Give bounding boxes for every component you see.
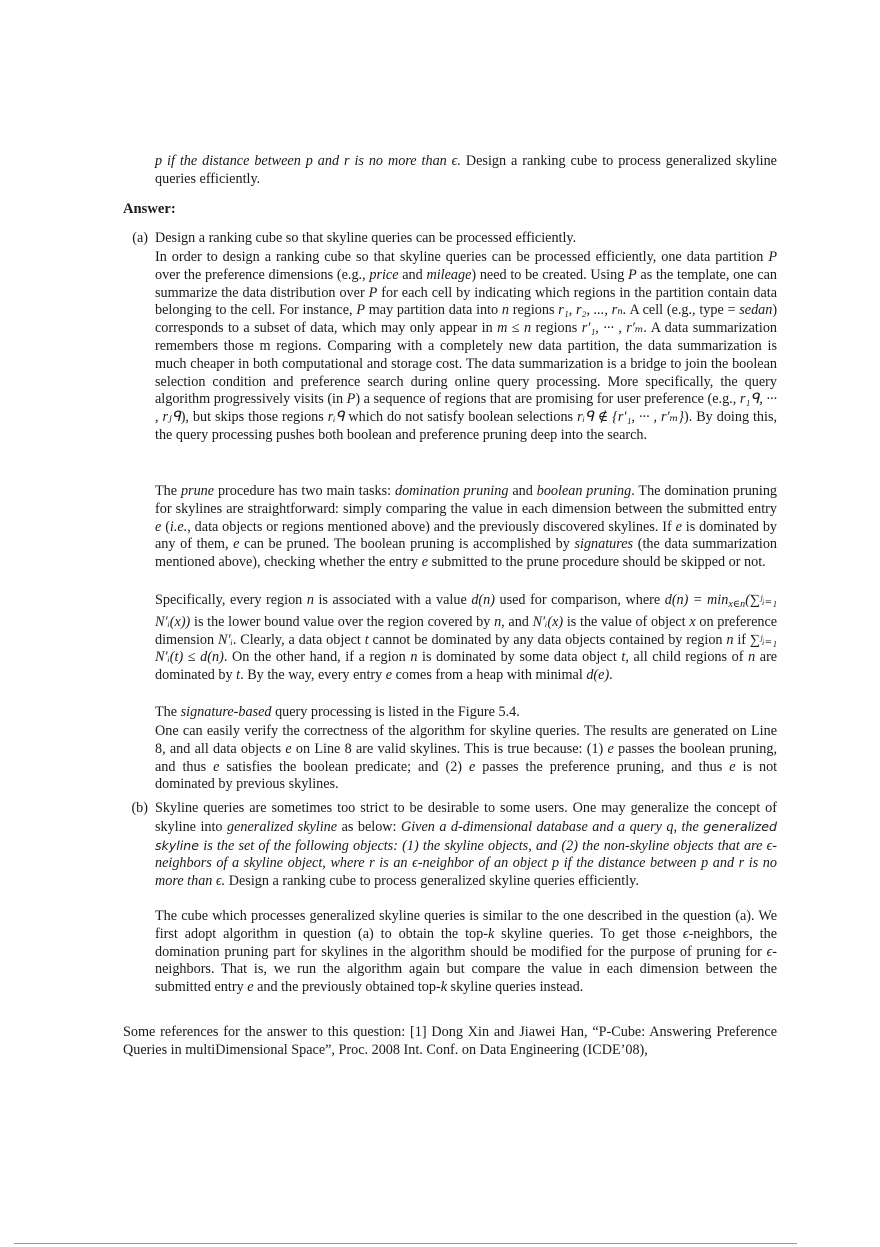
a3-n1: n	[306, 592, 314, 608]
a1-P5: P	[346, 391, 356, 408]
a3-s11: . On the other hand, if a region	[223, 649, 406, 666]
b2-k2: k	[440, 979, 447, 996]
a5-s2: on Line 8 are valid skylines. This is true because: (1)	[295, 740, 604, 757]
b1-i1: Given a d-dimensional database and a query q, the	[400, 818, 699, 835]
a1-s9: ) corresponds to a subset of data, which may only appear in	[155, 302, 778, 337]
a2-s8: (the data summarization mentioned above), checking whether the entry	[155, 536, 778, 571]
b2-e: e	[247, 979, 254, 996]
a5-s6: is not dominated by previous skylines.	[155, 758, 778, 793]
a1-s6: may partition data into	[368, 302, 499, 319]
b1-s1: Skyline queries are sometimes too strict to be desirable to some users. One may generalize the concept of skyline into	[155, 800, 777, 835]
a5-s4: satisfies the boolean predicate; and (2)	[226, 758, 463, 775]
a3-s6: is the value of object	[566, 613, 686, 630]
a3-s7: on preference dimension	[155, 613, 778, 648]
a2-e2: e	[675, 518, 682, 535]
a5-s3: passes the boolean pruning, and thus	[155, 740, 778, 775]
a1-s7: regions	[512, 302, 555, 319]
a1-s1: In order to design a ranking cube so that skyline queries can be processed efficiently, one data partition	[155, 249, 764, 265]
references	[123, 1024, 777, 1060]
top-italic: p if the distance between p and r is no more than ϵ.	[155, 153, 461, 169]
a1-regions-list: r₁, r₂, ..., rₙ.	[558, 302, 627, 319]
a1-sedan: sedan	[739, 302, 773, 319]
a4-s1: The	[155, 704, 178, 720]
answer-heading: Answer:	[123, 201, 176, 217]
part-a-paragraph-1	[155, 249, 777, 445]
b2-eps2: ϵ	[766, 943, 773, 960]
part-a-paragraph-2	[155, 483, 777, 572]
a2-prune: prune	[180, 483, 215, 499]
a1-and: and	[402, 266, 423, 283]
a2-s7: can be pruned. The boolean pruning is accomplished by	[244, 536, 570, 553]
b2-eps1: ϵ	[682, 925, 689, 942]
a2-s4: (	[165, 518, 170, 535]
a4-s2: query processing is listed in the Figure 5.4.	[275, 704, 520, 720]
b1-sf: generalized skyline	[155, 818, 778, 853]
a5-e4: e	[469, 758, 476, 775]
a2-domination-pruning: domination pruning	[394, 483, 509, 499]
a3-s8: . Clearly, a data object	[232, 631, 361, 648]
b2-s1: The cube which processes generalized skyline queries is similar to the one described in the question (a). We first adopt algorithm in question (a) to obtain the top-	[155, 908, 777, 942]
b1-s2: as below:	[341, 818, 397, 835]
b1-s3: Design a ranking cube to process generalized skyline queries efficiently.	[228, 873, 639, 890]
part-a-paragraph-4	[155, 704, 777, 722]
a3-s14: are dominated by	[155, 649, 778, 684]
a3-t2: t	[621, 649, 626, 666]
a3-nix: N′ᵢ(x)	[532, 613, 564, 630]
a3-formula-rest: (∑ʲᵢ₌₁ N′ᵢ(x))	[155, 592, 778, 630]
a1-s12: ) a sequence of regions that are promising for user preference (e.g.,	[355, 391, 737, 408]
footer-rule	[14, 1243, 797, 1244]
a2-s2: procedure has two main tasks:	[217, 483, 392, 499]
b2-s2: skyline queries. To get those	[501, 925, 676, 942]
a5-e2: e	[607, 740, 614, 757]
a3-cond: ∑ʲᵢ₌₁ N′ᵢ(t) ≤ d(n)	[155, 631, 778, 666]
part-a-title	[155, 230, 777, 248]
part-b-label: (b)	[131, 800, 148, 816]
a3-s5: , and	[501, 613, 529, 630]
a3-s13: , all child regions of	[625, 649, 744, 666]
a3-dn: d(n)	[471, 592, 495, 608]
b1-gen-skyline: generalized skyline	[227, 818, 338, 835]
references-text: Some references for the answer to this question: [1] Dong Xin and Jiawei Han, “P-Cube: Answering Preference Queries in multiDimensional Space”, Proc. 2008 Int. Conf. on Data Engineering (ICDE’08),	[123, 1024, 777, 1058]
top-rest: Design a ranking cube to process generalized skyline queries efficiently.	[155, 153, 777, 187]
a1-s11: A data summarization remembers those m regions. Comparing with a completely new data partition, the data summarization is much cheaper in both computational and storage cost. The data summarization is a bridge to join the boolean selection condition and preference search during online query processing. More specifically, the query algorithm progressively visits (in	[155, 320, 778, 408]
a1-rq-list: r₁ᑫ, ··· , rⱼᑫ	[155, 391, 778, 426]
a1-price: price	[369, 266, 399, 283]
a3-s2: is associated with a value	[318, 592, 467, 608]
a3-n4: n	[410, 649, 418, 666]
a5-e5: e	[729, 758, 736, 775]
a2-e4: e	[421, 554, 429, 571]
b2-s3: -neighbors, the domination pruning part for skylines in the algorithm should be modified for the purpose of pruning for	[155, 925, 778, 960]
a4-sig: signature-based	[180, 704, 272, 720]
a2-s9: submitted to the prune procedure should be skipped or not.	[431, 554, 766, 571]
a1-s2: over the preference dimensions (e.g.,	[155, 266, 366, 283]
a3-n5: n	[748, 649, 756, 666]
a1-s3: ) need to be created. Using	[471, 266, 625, 283]
a3-x: x	[689, 613, 696, 630]
top-continuation	[155, 153, 777, 189]
b2-s5: and the previously obtained top-	[257, 979, 441, 996]
a5-s5: passes the preference pruning, and thus	[482, 758, 723, 775]
a1-P2: P	[628, 266, 637, 283]
a3-ni: N′ᵢ	[218, 631, 233, 648]
a3-formula: d(n) = min	[664, 592, 729, 608]
b2-k1: k	[487, 925, 495, 942]
a3-s1: Specifically, every region	[155, 592, 303, 608]
a2-ie: i.e.	[169, 518, 188, 535]
a1-s14: which do not satisfy boolean selections	[348, 409, 574, 426]
a1-rprime: r′₁, ··· , r′ₘ.	[581, 320, 648, 337]
a1-P4: P	[356, 302, 365, 319]
a3-s4: is the lower bound value over the region covered by	[194, 613, 491, 630]
a3-s9: cannot be dominated by any data objects contained by region	[372, 631, 723, 648]
a2-s3: . The domination pruning for skylines are straightforward: simply comparing the value in each dimension between the submitted entry	[155, 483, 778, 517]
a1-m-le-n: m ≤ n	[497, 320, 532, 337]
a1-notin: rᵢᑫ ∉ {r′₁, ··· , r′ₘ}	[577, 409, 684, 426]
b1-i2: is the set of the following objects: (1) the skyline objects, and (2) the non-skyline objects that are ϵ-neighbors of a skyline object, where r is an ϵ-neighbor of an object p if the distance between p and r is no more than ϵ.	[155, 837, 778, 890]
a3-formula-sub: x∈n	[728, 599, 746, 610]
a1-mileage: mileage	[426, 266, 472, 283]
a3-s16: comes from a heap with minimal	[395, 667, 583, 684]
a2-e3: e	[233, 536, 240, 553]
a5-e1: e	[285, 740, 292, 757]
a3-t1: t	[364, 631, 369, 648]
a1-s8: A cell (e.g., type =	[629, 302, 736, 319]
a2-boolean-pruning: boolean pruning	[536, 483, 632, 499]
a3-n3: n	[726, 631, 734, 648]
a2-s6: is dominated by any of them,	[155, 518, 778, 553]
a1-s4: as the template, one can summarize the data distribution over	[155, 266, 778, 301]
a3-s12: is dominated by some data object	[422, 649, 617, 666]
b2-s4: -neighbors. That is, we run the algorithm again but compare the value in each dimension between the submitted entry	[155, 943, 778, 996]
a3-s17: .	[609, 667, 613, 684]
b2-s6: skyline queries instead.	[450, 979, 584, 996]
a2-e1: e	[155, 518, 162, 535]
a3-n2: n	[494, 613, 502, 630]
a1-s13: ), but skips those regions	[180, 409, 324, 426]
a2-and: and	[512, 483, 533, 499]
a1-riq: rᵢᑫ	[327, 409, 345, 426]
a3-s10: if	[737, 631, 747, 648]
a1-P: P	[768, 249, 778, 265]
a2-signatures: signatures	[574, 536, 634, 553]
a3-s3: used for comparison, where	[499, 592, 661, 608]
part-a-paragraph-5	[155, 723, 777, 794]
a1-s10: regions	[535, 320, 578, 337]
part-a-title-text: Design a ranking cube so that skyline queries can be processed efficiently.	[155, 230, 577, 246]
part-b-paragraph-2	[155, 908, 777, 997]
a1-s5: for each cell by indicating which regions in the partition contain data belonging to the cell. For instance,	[155, 284, 778, 319]
part-b-paragraph-1	[155, 800, 777, 891]
a1-P3: P	[368, 284, 378, 301]
a1-n: n	[501, 302, 509, 319]
a2-s5: , data objects or regions mentioned above) and the previously discovered skylines. If	[187, 518, 672, 535]
a1-s15: ). By doing this, the query processing pushes both boolean and preference pruning deep into the search.	[155, 409, 778, 443]
a2-s1: The	[155, 483, 178, 499]
a3-e: e	[385, 667, 393, 684]
a3-de: d(e)	[586, 667, 610, 684]
part-a-paragraph-3	[155, 592, 777, 685]
a3-t3: t	[236, 667, 241, 684]
a5-s1: One can easily verify the correctness of the algorithm for skyline queries. The results are generated on Line 8, and all data objects	[155, 723, 777, 757]
a3-s15: . By the way, every entry	[240, 667, 383, 684]
a5-e3: e	[213, 758, 220, 775]
part-a-label: (a)	[132, 230, 148, 246]
